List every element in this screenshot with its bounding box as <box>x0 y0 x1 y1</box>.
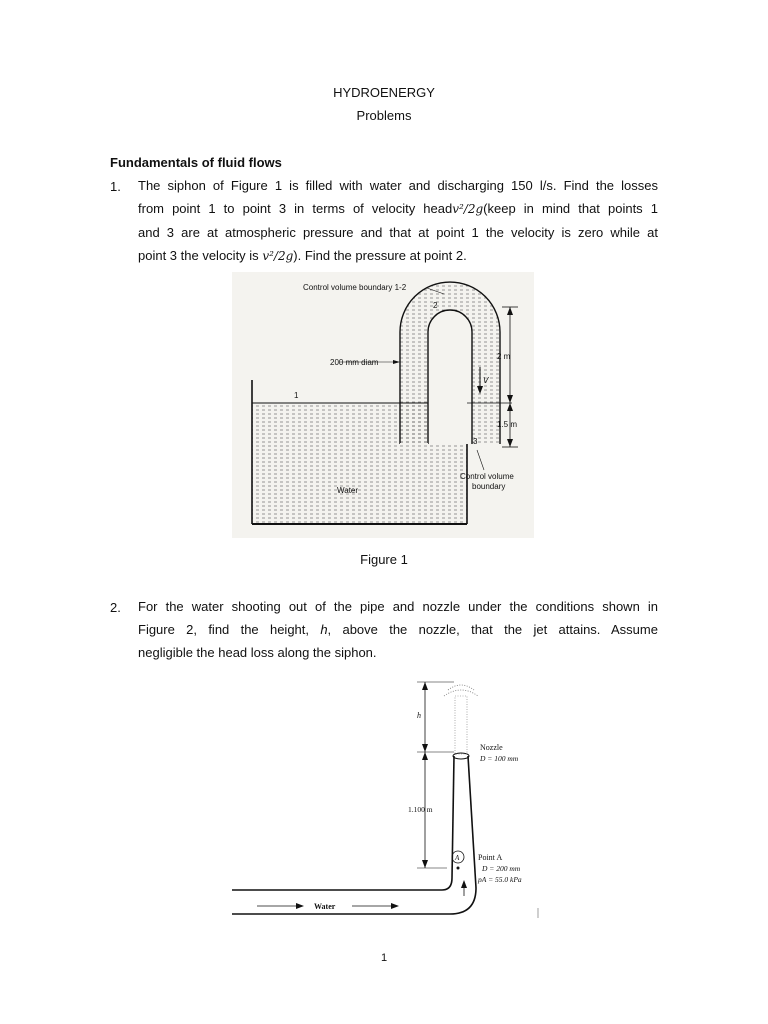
problem-1-line-4-end: ). Find the pressure at point 2. <box>293 248 467 263</box>
document-subtitle: Problems <box>356 108 412 123</box>
problem-2-line-1: For the water shooting out of the pipe and nozzle under the conditions shown in <box>138 599 658 614</box>
page-number: 1 <box>380 952 388 964</box>
problem-1-line-4-start: point 3 the velocity is <box>138 248 259 263</box>
label-point-2: 2 <box>433 301 438 310</box>
problem-2-line-2-start: Figure 2, find the height, <box>138 622 309 637</box>
label-point-a-diameter: D = 200 mm <box>482 864 521 873</box>
figure-2-nozzle-diagram <box>232 668 542 920</box>
label-height-1-5m: 1.5 m <box>497 420 518 429</box>
figure-1-caption: Figure 1 <box>360 552 408 567</box>
problem-2-text <box>138 595 658 664</box>
label-point-3: 3 <box>473 437 478 446</box>
velocity-formula: v²/2g <box>262 249 294 263</box>
problem-1-line-4 <box>138 244 658 268</box>
problem-1-text <box>138 174 658 268</box>
label-water-flow: Water <box>314 902 336 911</box>
label-water: Water <box>337 486 359 495</box>
document-title: HYDROENERGY <box>333 85 435 100</box>
label-point-a-marker: A <box>455 854 460 862</box>
problem-1-line-2-start: from point 1 to point 3 in terms of velocity head <box>138 201 453 216</box>
label-point-a-pressure: pA = 55.0 kPa <box>478 875 522 884</box>
label-velocity: V <box>483 376 489 385</box>
height-variable: h <box>320 622 328 637</box>
problem-2-line-3: negligible the head loss along the siphon. <box>138 645 377 660</box>
label-nozzle: Nozzle <box>480 743 503 752</box>
problem-2-number: 2. <box>110 600 121 615</box>
section-heading: Fundamentals of fluid flows <box>110 155 282 170</box>
problem-1-number: 1. <box>110 179 121 194</box>
label-pipe-height: 1.100 m <box>408 805 433 814</box>
label-control-volume: Control volume <box>460 472 514 481</box>
label-jet-height: h <box>417 711 421 720</box>
problem-2-line-2 <box>138 618 658 641</box>
label-control-volume-boundary: boundary <box>472 482 506 491</box>
label-nozzle-diameter: D = 100 mm <box>480 754 519 763</box>
figure-1-siphon-diagram <box>232 272 534 538</box>
problem-1-line-2 <box>138 197 658 221</box>
label-height-2m: 2 m <box>497 352 511 361</box>
velocity-head-formula: v²/2g <box>452 202 484 216</box>
problem-2-line-2-end: , above the nozzle, that the jet attains. Assume <box>327 622 658 637</box>
problem-1-line-1: The siphon of Figure 1 is filled with water and discharging 150 l/s. Find the losses <box>138 178 658 193</box>
problem-1-line-3: and 3 are at atmospheric pressure and that at point 1 the velocity is zero while at <box>138 225 658 240</box>
problem-1-line-2-end: (keep in mind that points 1 <box>483 201 658 216</box>
label-point-a: Point A <box>478 853 503 862</box>
label-control-volume-boundary-1-2: Control volume boundary 1-2 <box>303 283 407 292</box>
label-pipe-diameter: 200 mm diam <box>330 358 379 367</box>
label-point-1: 1 <box>294 391 299 400</box>
